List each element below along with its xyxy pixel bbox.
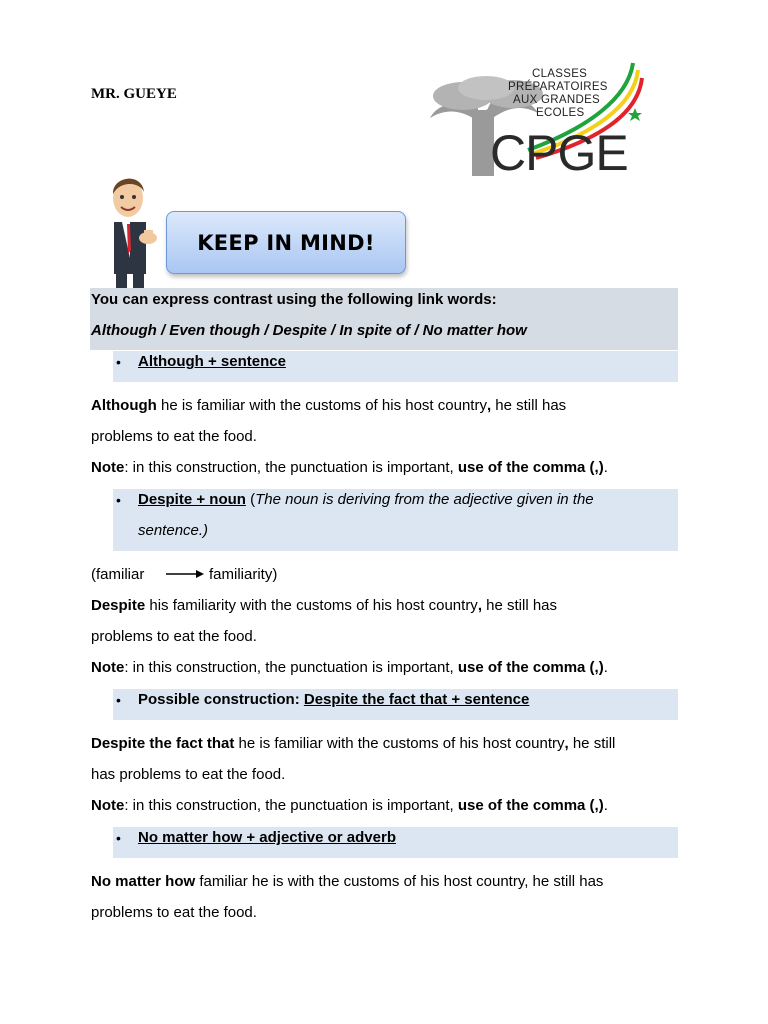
link-words-line: Although / Even though / Despite / In spite of / No matter how [91, 322, 527, 339]
bullet-marker: • [116, 492, 121, 508]
bullet-marker: • [116, 830, 121, 846]
arrow-right-icon [166, 568, 206, 580]
businessman-illustration [100, 168, 162, 290]
heading-although: Although + sentence [138, 353, 286, 370]
cpge-logo [428, 58, 650, 180]
intro-line: You can express contrast using the following link words: [91, 291, 497, 308]
logo-text-line1: CLASSES [532, 68, 588, 80]
logo-text-line2: PRÉPARATOIRES [508, 81, 608, 93]
bullet-marker: • [116, 692, 121, 708]
note-although: Note: in this construction, the punctuation is important, use of the comma (,). [91, 459, 608, 476]
example-despite-fact-line2: has problems to eat the food. [91, 766, 286, 783]
example-although-line1: Although he is familiar with the customs of his host country, he still has [91, 397, 567, 414]
example-despite-line2: problems to eat the food. [91, 628, 257, 645]
note-despite-fact: Note: in this construction, the punctuation is important, use of the comma (,). [91, 797, 608, 814]
logo-text-line4: ECOLES [536, 107, 585, 119]
author-name: MR. GUEYE [91, 86, 177, 102]
example-no-matter-line2: problems to eat the food. [91, 904, 257, 921]
heading-despite: Despite + noun (The noun is deriving from the adjective given in the [138, 491, 594, 508]
arrow-to-word: familiarity) [209, 566, 278, 583]
logo-text-line3: AUX GRANDES [513, 94, 601, 106]
arrow-from-word: (familiar [91, 566, 145, 583]
example-no-matter-line1: No matter how familiar he is with the customs of his host country, he still has [91, 873, 604, 890]
keep-in-mind-banner: KEEP IN MIND! [166, 211, 406, 274]
heading-no-matter-how: No matter how + adjective or adverb [138, 829, 396, 846]
heading-despite-fact: Possible construction: Despite the fact that + sentence [138, 691, 530, 708]
example-despite-fact-line1: Despite the fact that he is familiar with the customs of his host country, he still [91, 735, 616, 752]
note-despite: Note: in this construction, the punctuation is important, use of the comma (,). [91, 659, 608, 676]
example-although-line2: problems to eat the food. [91, 428, 257, 445]
bullet-marker: • [116, 354, 121, 370]
logo-main-text: CPGE [490, 125, 628, 181]
heading-despite-note: sentence.) [138, 522, 209, 539]
example-despite-line1: Despite his familiarity with the customs of his host country, he still has [91, 597, 558, 614]
